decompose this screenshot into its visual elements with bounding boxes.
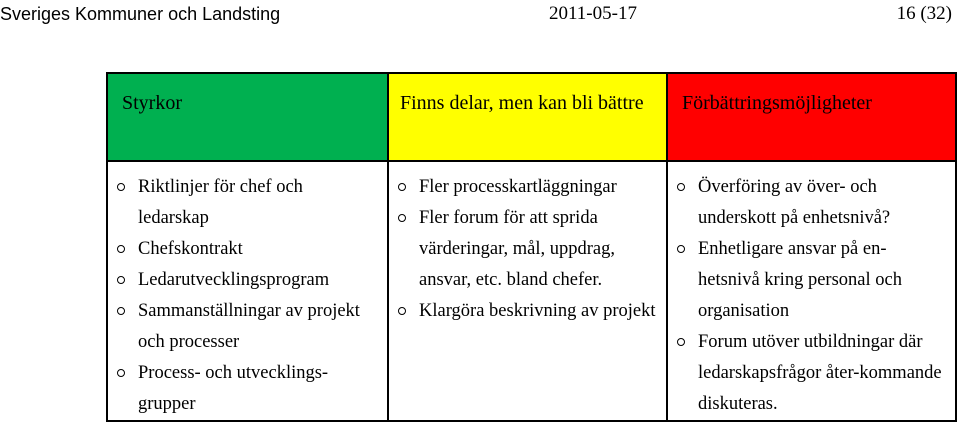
strengths-list <box>108 162 387 420</box>
list-item-text: Enhetligare ansvar på en-hetsnivå kring personal och organisation <box>698 239 902 321</box>
list-item-text: Sammanställningar av projekt och processer <box>138 301 360 352</box>
bullet-icon <box>117 183 125 191</box>
page-number: 16 (32) <box>896 3 952 24</box>
list-item <box>389 296 659 327</box>
bullet-icon <box>398 183 406 191</box>
list-item <box>668 234 943 327</box>
list-item <box>108 265 378 296</box>
strengths-title: Styrkor <box>122 92 182 114</box>
list-item <box>108 172 378 234</box>
bullet-icon <box>677 338 685 346</box>
list-item <box>389 203 659 296</box>
bullet-icon <box>117 369 125 377</box>
opportunities-header <box>667 73 956 161</box>
organization-name: Sveriges Kommuner och Landsting <box>0 4 281 24</box>
strengths-cell <box>107 161 388 421</box>
improvable-cell <box>388 161 667 421</box>
bullet-icon <box>398 214 406 222</box>
swot-table <box>106 72 957 422</box>
list-item-text: Fler forum för att sprida värderingar, mål, uppdrag, ansvar, etc. bland chefer. <box>419 208 616 290</box>
table-header-row <box>107 73 956 161</box>
opportunities-cell <box>667 161 956 421</box>
bullet-icon <box>117 307 125 315</box>
list-item-text: Riktlinjer för chef och ledarskap <box>138 177 303 228</box>
list-item <box>668 327 943 420</box>
improvable-list <box>389 162 666 327</box>
document-date: 2011-05-17 <box>549 3 637 24</box>
improvable-title: Finns delar, men kan bli bättre <box>400 92 644 114</box>
list-item-text: Klargöra beskrivning av projekt <box>419 301 656 321</box>
list-item-text: Ledarutvecklingsprogram <box>138 270 330 290</box>
page-header <box>0 0 960 32</box>
opportunities-title: Förbättringsmöjligheter <box>682 92 872 114</box>
opportunities-list <box>668 162 955 420</box>
list-item <box>108 234 378 265</box>
improvable-header <box>388 73 667 161</box>
bullet-icon <box>677 245 685 253</box>
bullet-icon <box>398 307 406 315</box>
bullet-icon <box>117 245 125 253</box>
bullet-icon <box>677 183 685 191</box>
strengths-header <box>107 73 388 161</box>
list-item <box>108 296 378 358</box>
list-item-text: Fler processkartläggningar <box>419 177 617 197</box>
list-item-text: Chefskontrakt <box>138 239 243 259</box>
list-item <box>668 172 943 234</box>
list-item-text: Forum utöver utbildningar där ledarskapsfrågor åter-kommande diskuteras. <box>698 332 942 414</box>
table-body-row <box>107 161 956 421</box>
bullet-icon <box>117 276 125 284</box>
list-item <box>108 358 378 420</box>
list-item-text: Överföring av över- och underskott på enhetsnivå? <box>698 177 891 228</box>
list-item <box>389 172 659 203</box>
list-item-text: Process- och utvecklings-grupper <box>138 363 329 414</box>
